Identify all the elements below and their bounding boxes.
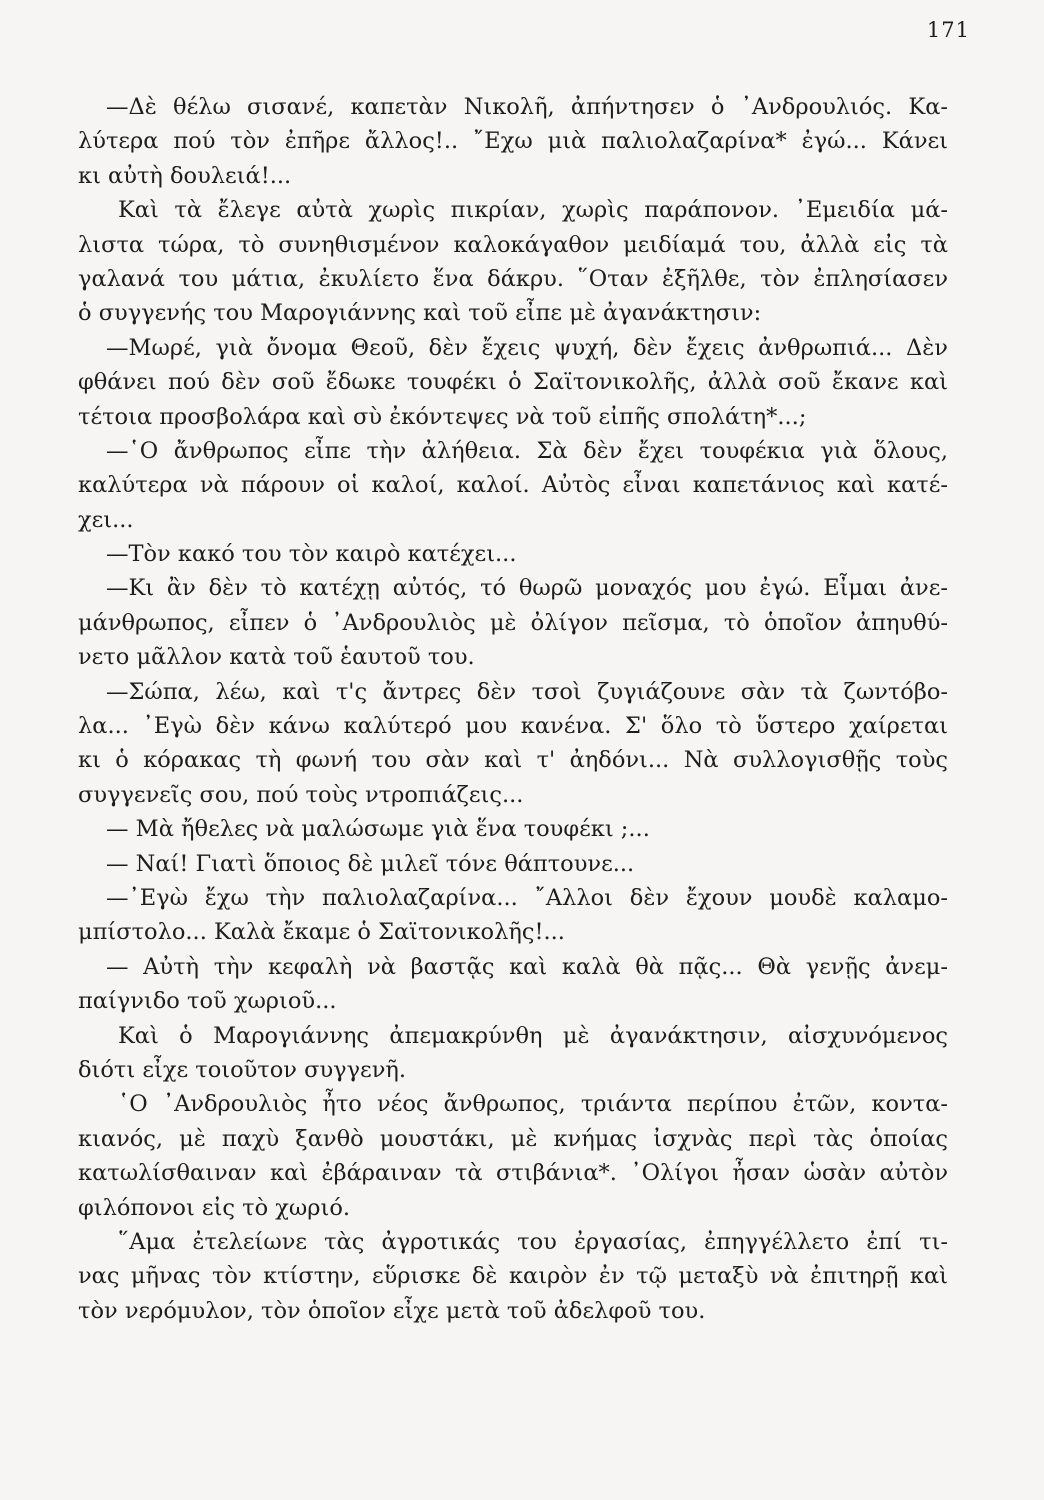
- text-line: μάνθρωπος, εἶπεν ὁ ᾿Ανδρουλιὸς μὲ ὀλίγον πεῖσμα, τὸ ὁποῖον ἀπηυθύ-: [78, 609, 948, 636]
- text-line: γαλανά του μάτια, ἐκυλίετο ἕνα δάκρυ. ῞Οταν ἐξῆλθε, τὸν ἐπλησίασεν: [78, 265, 948, 292]
- text-line: —Δὲ θέλω σισανέ, καπετὰν Νικολῆ, ἀπήντησεν ὁ ᾿Ανδρουλιός. Κα-: [106, 94, 948, 120]
- text-line: φθάνει πού δὲν σοῦ ἔδωκε τουφέκι ὁ Σαϊτονικολῆς, ἀλλὰ σοῦ ἔκανε καὶ: [78, 369, 948, 396]
- text-line: κατωλίσθαιναν καὶ ἐβάραιναν τὰ στιβάνια*. ᾿Ολίγοι ἦσαν ὡσὰν αὐτὸν: [78, 1160, 948, 1187]
- text-line: —᾿Εγὼ ἔχω τὴν παλιολαζαρίνα... ῎Αλλοι δὲν ἔχουν μουδὲ καλαμο-: [106, 884, 948, 911]
- text-line: διότι εἶχε τοιοῦτον συγγενῆ.: [78, 1056, 407, 1083]
- text-line: τὸν νερόμυλον, τὸν ὁποῖον εἶχε μετὰ τοῦ ἀδελφοῦ του.: [78, 1297, 706, 1324]
- body-text: [78, 90, 948, 1328]
- text-line: παίγνιδο τοῦ χωριοῦ...: [78, 988, 337, 1015]
- text-line: κιανός, μὲ παχὺ ξανθὸ μουστάκι, μὲ κνήμας ἰσχνὰς περὶ τὰς ὁποίας: [78, 1125, 948, 1152]
- text-line: συγγενεῖς σου, πού τοὺς ντροπιάζεις...: [78, 781, 524, 808]
- text-line: κι αὐτὴ δουλειά!...: [78, 162, 292, 189]
- text-line: νας μῆνας τὸν κτίστην, εὕρισκε δὲ καιρὸν ἐν τῷ μεταξὺ νὰ ἐπιτηρῇ καὶ: [78, 1263, 948, 1290]
- text-line: —῾Ο ἄνθρωπος εἶπε τὴν ἀλήθεια. Σὰ δὲν ἔχει τουφέκια γιὰ ὅλους,: [106, 437, 948, 464]
- text-line: νετο μᾶλλον κατὰ τοῦ ἑαυτοῦ του.: [78, 644, 475, 671]
- text-line: — Αὐτὴ τὴν κεφαλὴ νὰ βαστᾷς καὶ καλὰ θὰ πᾷς... Θὰ γενῇς ἀνεμ-: [106, 953, 948, 980]
- text-line: —Τὸν κακό του τὸν καιρὸ κατέχει...: [106, 541, 517, 568]
- text-line: —Κι ἂν δὲν τὸ κατέχῃ αὐτός, τό θωρῶ μοναχός μου ἐγώ. Εἶμαι ἀνε-: [106, 575, 948, 602]
- text-line: μπίστολο... Καλὰ ἔκαμε ὁ Σαϊτονικολῆς!...: [78, 919, 565, 946]
- text-line: ῾Ο ᾿Ανδρουλιὸς ἦτο νέος ἄνθρωπος, τριάντα περίπου ἐτῶν, κοντα-: [118, 1091, 948, 1118]
- text-line: ὁ συγγενής του Μαρογιάννης καὶ τοῦ εἶπε μὲ ἀγανάκτησιν:: [78, 300, 762, 327]
- text-line: ῞Αμα ἐτελείωνε τὰς ἀγροτικάς του ἐργασίας, ἐπηγγέλλετο ἐπί τι-: [118, 1228, 948, 1255]
- text-line: χει...: [78, 506, 134, 533]
- text-line: καλύτερα νὰ πάρουν οἱ καλοί, καλοί. Αὐτὸς εἶναι καπετάνιος καὶ κατέ-: [78, 472, 948, 499]
- text-line: Καὶ τὰ ἔλεγε αὐτὰ χωρὶς πικρίαν, χωρὶς παράπονον. ᾿Εμειδία μά-: [118, 197, 948, 224]
- text-line: λύτερα πού τὸν ἐπῆρε ἄλλος!.. ῎Εχω μιὰ παλιολαζαρίνα* ἐγώ... Κάνει: [78, 128, 948, 155]
- text-line: φιλόπονοι εἰς τὸ χωριό.: [78, 1194, 351, 1221]
- text-line: Καὶ ὁ Μαρογιάννης ἀπεμακρύνθη μὲ ἀγανάκτησιν, αἰσχυνόμενος: [118, 1022, 948, 1049]
- text-line: κι ὁ κόρακας τὴ φωνή του σὰν καὶ τ' ἀηδόνι... Νὰ συλλογισθῇς τοὺς: [78, 747, 948, 774]
- text-line: λιστα τώρα, τὸ συνηθισμένον καλοκάγαθον μειδίαμά του, ἀλλὰ εἰς τὰ: [78, 231, 948, 258]
- text-line: —Μωρέ, γιὰ ὄνομα Θεοῦ, δὲν ἔχεις ψυχή, δὲν ἔχεις ἀνθρωπιά... Δὲν: [106, 334, 948, 361]
- text-line: — Μὰ ἤθελες νὰ μαλώσωμε γιὰ ἕνα τουφέκι ;...: [106, 816, 650, 843]
- text-line: λα... ᾿Εγὼ δὲν κάνω καλύτερό μου κανένα. Σ' ὅλο τὸ ὕστερο χαίρεται: [78, 713, 948, 740]
- page-number: 171: [926, 18, 970, 42]
- text-line: — Ναί! Γιατὶ ὅποιος δὲ μιλεῖ τόνε θάπτουνε...: [106, 850, 635, 877]
- text-line: —Σώπα, λέω, καὶ τ'ς ἄντρες δὲν τσοὶ ζυγιάζουνε σὰν τὰ ζωντόβο-: [106, 678, 948, 705]
- text-line: τέτοια προσβολάρα καὶ σὺ ἐκόντεψες νὰ τοῦ εἰπῆς σπολάτη*...;: [78, 403, 807, 430]
